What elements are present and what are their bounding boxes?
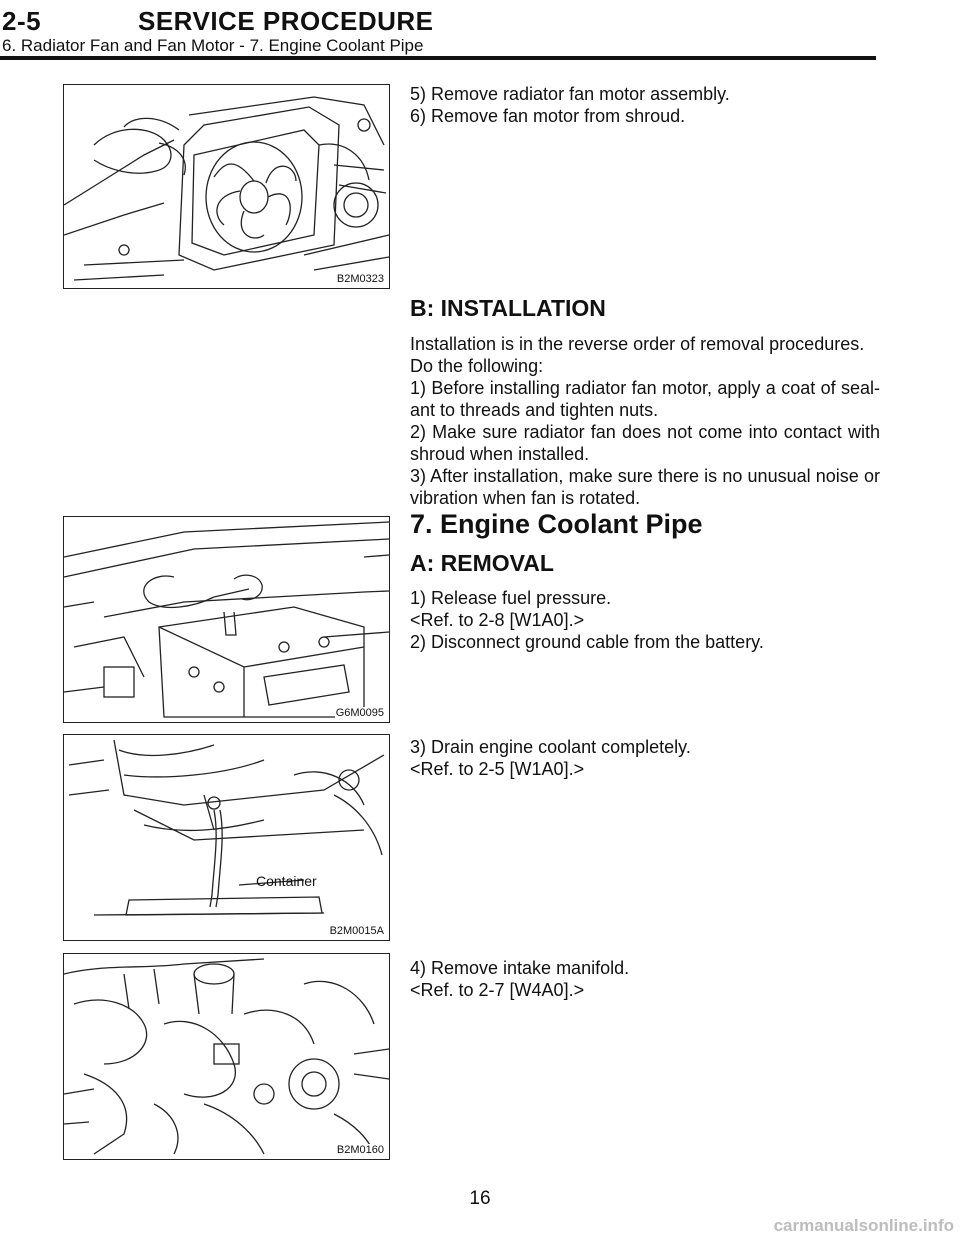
installation-text xyxy=(410,333,880,509)
coolant-removal-step-3 xyxy=(410,736,880,780)
installation-heading: B: INSTALLATION xyxy=(410,295,606,321)
removal-steps-5-6 xyxy=(410,83,880,127)
figure-radiator-fan xyxy=(63,84,390,289)
step-5: 5) Remove radiator fan motor assembly. xyxy=(410,84,730,104)
installation-step-3: 3) After installation, make sure there is no unusual noise or vibration when fan is rotated. xyxy=(410,466,880,508)
figure-code: G6M0095 xyxy=(335,707,384,719)
radiator-fan-illustration xyxy=(64,85,389,288)
step-6: 6) Remove fan motor from shroud. xyxy=(410,106,686,126)
section-number: 2-5 xyxy=(2,6,42,36)
battery-illustration xyxy=(64,517,389,722)
installation-intro: Installation is in the reverse order of removal procedures. xyxy=(410,334,865,354)
removal-step-3: 3) Drain engine coolant completely. xyxy=(410,737,691,757)
page-number: 16 xyxy=(469,1188,491,1209)
figure-code: B2M0323 xyxy=(336,273,384,285)
removal-step-1-ref: <Ref. to 2-8 [W1A0].> xyxy=(410,610,585,630)
figure-intake-manifold xyxy=(63,953,390,1160)
coolant-pipe-heading: 7. Engine Coolant Pipe xyxy=(410,509,703,539)
figure-code: B2M0015A xyxy=(329,925,384,937)
removal-step-2: 2) Disconnect ground cable from the battery. xyxy=(410,632,764,652)
watermark: carmanualsonline.info xyxy=(773,1216,954,1235)
removal-step-4-ref: <Ref. to 2-7 [W4A0].> xyxy=(410,980,585,1000)
installation-step-2: 2) Make sure radiator fan does not come into contact with shroud when installed. xyxy=(410,422,880,464)
installation-step-1: 1) Before installing radiator fan motor, apply a coat of seal-ant to threads and tighten nuts. xyxy=(410,378,880,420)
intake-manifold-illustration xyxy=(64,954,389,1159)
page-title: SERVICE PROCEDURE xyxy=(138,6,434,36)
coolant-removal-steps-1-2 xyxy=(410,587,880,653)
figure-battery xyxy=(63,516,390,723)
installation-do-following: Do the following: xyxy=(410,356,544,376)
page-subtitle: 6. Radiator Fan and Fan Motor - 7. Engine Coolant Pipe xyxy=(2,36,424,55)
removal-step-3-ref: <Ref. to 2-5 [W1A0].> xyxy=(410,759,585,779)
container-label: Container xyxy=(256,873,317,889)
removal-step-1: 1) Release fuel pressure. xyxy=(410,588,612,608)
figure-code: B2M0160 xyxy=(336,1144,384,1156)
figure-drain-coolant xyxy=(63,734,390,941)
coolant-removal-step-4 xyxy=(410,957,880,1001)
header-rule xyxy=(0,56,876,60)
removal-heading: A: REMOVAL xyxy=(410,550,554,576)
removal-step-4: 4) Remove intake manifold. xyxy=(410,958,630,978)
drain-coolant-illustration xyxy=(64,735,389,940)
